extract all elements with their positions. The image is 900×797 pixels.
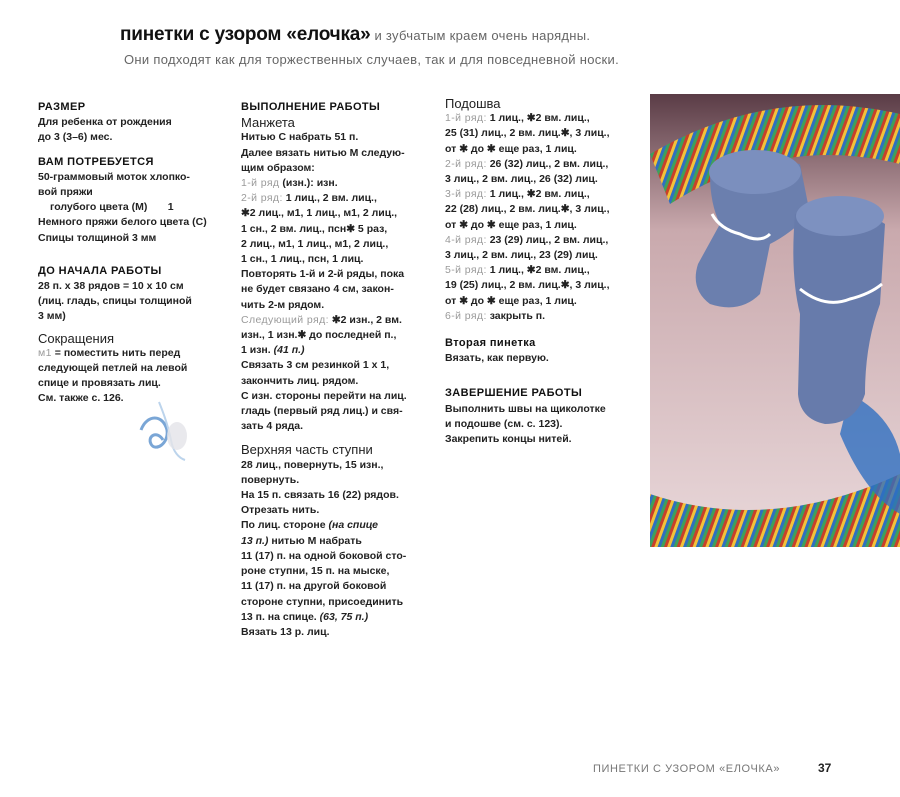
page-title — [120, 24, 590, 46]
instruction-line: 25 (31) лиц., 2 вм. лиц.✱, 3 лиц., — [445, 127, 610, 140]
sole-row-4: 4-й ряд: 23 (29) лиц., 2 вм. лиц., — [445, 233, 609, 246]
abbreviation-line: спице и провязать лиц. — [38, 377, 161, 390]
instruction-line: Отрезать нить. — [241, 504, 320, 517]
sole-row-6: 6-й ряд: закрыть п. — [445, 309, 546, 322]
column-materials — [38, 100, 223, 407]
title-rest: и зубчатым краем очень нарядны. — [370, 28, 591, 43]
instruction-line: 3 лиц., 2 вм. лиц., 23 (29) лиц. — [445, 249, 598, 262]
booties-photo — [650, 94, 900, 547]
row-label: 1-й ряд: — [445, 112, 487, 125]
instruction-line: Повторять 1-й и 2-й ряды, пока — [241, 268, 405, 281]
work-heading: ВЫПОЛНЕНИЕ РАБОТЫ — [241, 101, 381, 113]
gauge-line: 3 мм) — [38, 310, 66, 323]
size-line: Для ребенка от рождения — [38, 116, 172, 129]
page-subtitle: Они подходят как для торжественных случаев, так и для повседневной носки. — [124, 52, 620, 67]
next-row: Следующий ряд: ✱2 изн., 2 вм. — [241, 313, 402, 326]
sole-heading: Подошва — [445, 96, 501, 111]
instruction-line: Нитью С набрать 51 п. — [241, 131, 359, 144]
instruction-line: закончить лиц. рядом. — [241, 374, 359, 387]
instruction-line: 11 (17) п. на одной боковой сто- — [241, 549, 407, 562]
row-label: 4-й ряд: — [445, 233, 487, 246]
materials-line: голубого цвета (М) 1 — [50, 201, 174, 214]
instruction-line: Связать 3 см резинкой 1 х 1, — [241, 359, 390, 372]
instruction-line: и подошве (см. с. 123). — [445, 417, 563, 430]
materials-line: 50-граммовый моток хлопко- — [38, 170, 190, 183]
instruction-line: от ✱ до ✱ еще раз, 1 лиц. — [445, 294, 577, 307]
instruction-line: 13 п.) нитью М набрать — [241, 534, 362, 547]
column-sole — [445, 96, 645, 447]
yarn-needle-icon — [133, 400, 193, 462]
instruction-line: 1 изн. (41 п.) — [241, 344, 305, 357]
abbreviation-line: м1 = поместить нить перед — [38, 346, 181, 359]
instruction-line: роне ступни, 15 п. на мыске, — [241, 565, 390, 578]
size-line: до 3 (3–6) мес. — [38, 131, 113, 144]
instruction-line: не будет связано 4 см, закон- — [241, 283, 394, 296]
instruction-line: С изн. стороны перейти на лиц. — [241, 389, 407, 402]
row-label: 3-й ряд: — [445, 188, 487, 201]
gauge-line: (лиц. гладь, спицы толщиной — [38, 295, 192, 308]
row-label: 2-й ряд: — [445, 157, 487, 170]
cuff-heading: Манжета — [241, 115, 295, 131]
instruction-line: зать 4 ряда. — [241, 420, 304, 433]
title-bold: пинетки с узором «елочка» — [120, 24, 371, 45]
instruction-line: 19 (25) лиц., 2 вм. лиц.✱, 3 лиц., — [445, 279, 610, 292]
instruction-line: 11 (17) п. на другой боковой — [241, 580, 387, 593]
sole-row-5: 5-й ряд: 1 лиц., ✱2 вм. лиц., — [445, 264, 590, 277]
instruction-line: 28 лиц., повернуть, 15 изн., — [241, 458, 384, 471]
instruction-line: щим образом: — [241, 161, 315, 174]
instruction-line: 3 лиц., 2 вм. лиц., 26 (32) лиц. — [445, 173, 598, 186]
instruction-line: По лиц. стороне (на спице — [241, 519, 378, 532]
instruction-line: 1 сн., 2 вм. лиц., псн✱ 5 раз, — [241, 222, 388, 235]
row-1: 1-й ряд (изн.): изн. — [241, 177, 338, 190]
instep-heading: Верхняя часть ступни — [241, 442, 373, 458]
instruction-line: чить 2-м рядом. — [241, 298, 325, 311]
page-number: 37 — [818, 761, 832, 775]
instruction-line: от ✱ до ✱ еще раз, 1 лиц. — [445, 142, 577, 155]
gauge-heading: ДО НАЧАЛА РАБОТЫ — [38, 264, 162, 277]
row-label: Следующий ряд: — [241, 313, 329, 326]
size-heading: РАЗМЕР — [38, 101, 86, 113]
row-label: 1-й ряд — [241, 177, 280, 190]
instruction-line: На 15 п. связать 16 (22) рядов. — [241, 489, 399, 502]
instruction-line: 13 п. на спице. (63, 75 п.) — [241, 610, 369, 623]
instruction-line: 1 сн., 1 лиц., псн, 1 лиц. — [241, 253, 364, 266]
row-2: 2-й ряд: 1 лиц., 2 вм. лиц., — [241, 192, 377, 205]
instruction-line: Вязать 13 р. лиц. — [241, 625, 330, 638]
shadow-blob — [167, 422, 187, 450]
materials-line: Немного пряжи белого цвета (С) — [38, 216, 207, 229]
instruction-line: повернуть. — [241, 473, 300, 486]
materials-line: Спицы толщиной 3 мм — [38, 231, 157, 244]
abbreviation-code: м1 — [38, 346, 52, 359]
instruction-line: Выполнить швы на щиколотке — [445, 402, 606, 415]
sole-row-1: 1-й ряд: 1 лиц., ✱2 вм. лиц., — [445, 112, 590, 125]
abbreviation-line: следующей петлей на левой — [38, 362, 188, 375]
instruction-line: Закрепить концы нитей. — [445, 433, 572, 446]
see-also-line: См. также с. 126. — [38, 392, 124, 405]
row-label: 2-й ряд: — [241, 192, 283, 205]
abbreviations-heading: Сокращения — [38, 330, 115, 346]
instruction-line: Далее вязать нитью М следую- — [241, 146, 405, 159]
finishing-heading: ЗАВЕРШЕНИЕ РАБОТЫ — [445, 387, 583, 400]
instruction-line: Вязать, как первую. — [445, 352, 549, 365]
booties-photo-svg — [650, 94, 900, 547]
bootie-left-opening — [709, 150, 801, 194]
materials-line: вой пряжи — [38, 186, 93, 199]
row-label: 6-й ряд: — [445, 309, 487, 322]
materials-heading: ВАМ ПОТРЕБУЕТСЯ — [38, 155, 154, 168]
column-instructions — [241, 100, 436, 640]
gauge-line: 28 п. х 38 рядов = 10 х 10 см — [38, 280, 184, 293]
row-label: 5-й ряд: — [445, 264, 487, 277]
instruction-line: изн., 1 изн.✱ до последней п., — [241, 329, 397, 342]
instruction-line: 22 (28) лиц., 2 вм. лиц.✱, 3 лиц., — [445, 203, 610, 216]
bootie-right-opening — [796, 196, 884, 236]
yarn-strand — [141, 418, 167, 447]
sole-row-3: 3-й ряд: 1 лиц., ✱2 вм. лиц., — [445, 188, 590, 201]
instruction-line: 2 лиц., м1, 1 лиц., м1, 2 лиц., — [241, 237, 389, 250]
instruction-line: гладь (первый ряд лиц.) и свя- — [241, 405, 403, 418]
instruction-line: от ✱ до ✱ еще раз, 1 лиц. — [445, 218, 577, 231]
instruction-line: ✱2 лиц., м1, 1 лиц., м1, 2 лиц., — [241, 207, 398, 220]
running-title: ПИНЕТКИ С УЗОРОМ «ЕЛОЧКА» — [593, 763, 781, 775]
sole-row-2: 2-й ряд: 26 (32) лиц., 2 вм. лиц., — [445, 157, 609, 170]
second-bootee-heading: Вторая пинетка — [445, 337, 536, 350]
instruction-line: стороне ступни, присоединить — [241, 595, 404, 608]
